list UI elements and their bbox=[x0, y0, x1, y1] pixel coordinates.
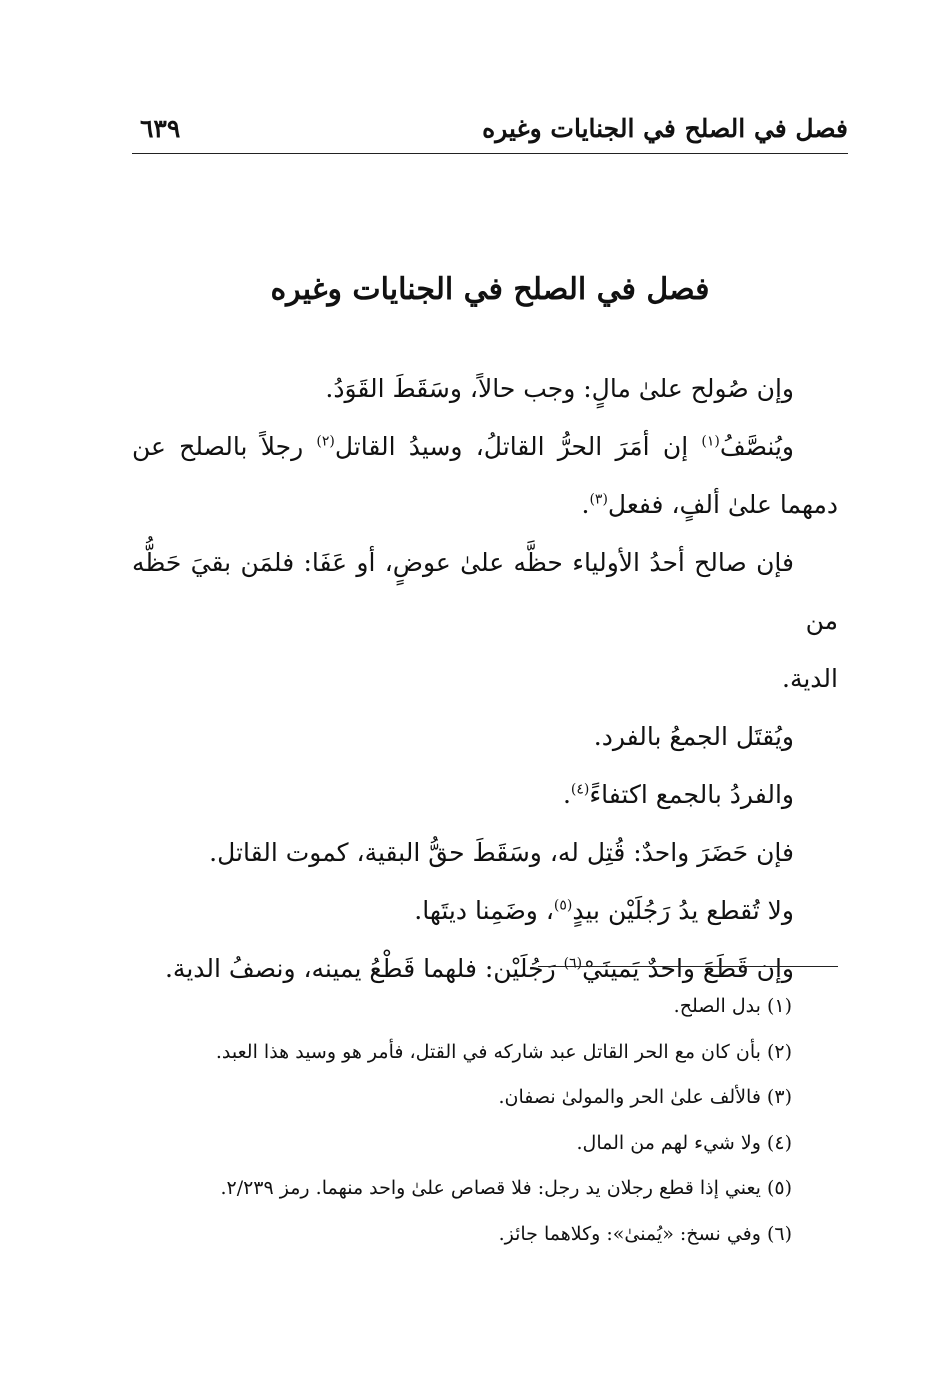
paragraph-text: فإن صالح أحدُ الأولياء حظَّه علىٰ عوضٍ، أو عَفَا: فلمَن بقيَ حَظُّه من bbox=[132, 548, 838, 635]
footnote-ref[interactable]: (٥) bbox=[553, 897, 573, 914]
paragraph bbox=[132, 418, 838, 476]
footnote-rule bbox=[538, 966, 838, 967]
running-header bbox=[132, 108, 848, 154]
paragraph-continuation bbox=[132, 650, 838, 708]
paragraph-text: . bbox=[562, 780, 571, 809]
paragraph-text: دمهما علىٰ ألفٍ، ففعل bbox=[607, 490, 838, 519]
paragraph-text: فإن حَضَرَ واحدٌ: قُتِل له، وسَقَطَ حقُّ البقية، كموت القاتل. bbox=[209, 838, 794, 867]
paragraph-text: الدية. bbox=[782, 664, 838, 693]
paragraph-continuation bbox=[132, 476, 838, 534]
footnote-item: (٥) يعني إذا قطع رجلان يد رجل: فلا قصاص علىٰ واحد منهما. رمز ٢/٢٣٩. bbox=[220, 1177, 792, 1199]
running-title: فصل في الصلح في الجنايات وغيره bbox=[482, 114, 848, 143]
footnotes bbox=[132, 984, 792, 1257]
paragraph-text: ويُقتَل الجمعُ بالفرد. bbox=[593, 722, 794, 751]
paragraph-text: رجلاً بالصلح عن bbox=[132, 432, 317, 461]
footnote-ref[interactable]: (١) bbox=[701, 433, 720, 450]
paragraph bbox=[132, 534, 838, 650]
paragraph bbox=[132, 708, 838, 766]
footnote-item: (٦) وفي نسخ: «يُمنىٰ»: وكلاهما جائز. bbox=[498, 1222, 792, 1245]
section-title: فصل في الصلح في الجنايات وغيره bbox=[270, 272, 710, 307]
paragraph-text: والفردُ بالجمع اكتفاءً bbox=[589, 780, 794, 809]
paragraph-text: ، وضَمِنا ديتَها. bbox=[414, 896, 554, 925]
paragraph-text: . bbox=[581, 490, 590, 519]
footnote-item: (٤) ولا شيء لهم من المال. bbox=[576, 1131, 792, 1154]
footnote-ref[interactable]: (٦) bbox=[563, 955, 583, 972]
body-text bbox=[132, 360, 838, 998]
paragraph-text: رَجُلَيْن: فلهما قَطْعُ يمينه، ونصفُ الدية. bbox=[164, 954, 564, 983]
page-number: ٦٣٩ bbox=[140, 114, 181, 143]
paragraph-text: وإن قَطَعَ واحدٌ يَمينَيْ bbox=[582, 954, 794, 983]
footnote-ref[interactable]: (٢) bbox=[316, 433, 335, 450]
paragraph bbox=[132, 882, 838, 940]
paragraph-text: ولا تُقطع يدُ رَجُلَيْن بيدٍ bbox=[572, 896, 794, 925]
footnote-item: (١) بدل الصلح. bbox=[673, 995, 792, 1017]
paragraph-text: إن أمَرَ الحرُّ القاتلُ، وسيدُ القاتل bbox=[334, 432, 702, 461]
header-rule bbox=[132, 153, 848, 154]
paragraph-text: ويُنصَّفُ bbox=[719, 432, 794, 461]
footnote-item: (٢) بأن كان مع الحر القاتل عبد شاركه في القتل، فأمر هو وسيد هذا العبد. bbox=[215, 1040, 792, 1063]
footnote-ref[interactable]: (٣) bbox=[589, 491, 608, 508]
paragraph bbox=[132, 824, 838, 882]
paragraph bbox=[132, 766, 838, 824]
footnote-ref[interactable]: (٤) bbox=[570, 781, 590, 798]
footnote-item: (٣) فالألف علىٰ الحر والمولىٰ نصفان. bbox=[498, 1086, 792, 1108]
paragraph-text: وإن صُولح علىٰ مالٍ: وجب حالاً، وسَقَطَ القَوَدُ. bbox=[325, 374, 794, 403]
paragraph bbox=[132, 360, 838, 418]
